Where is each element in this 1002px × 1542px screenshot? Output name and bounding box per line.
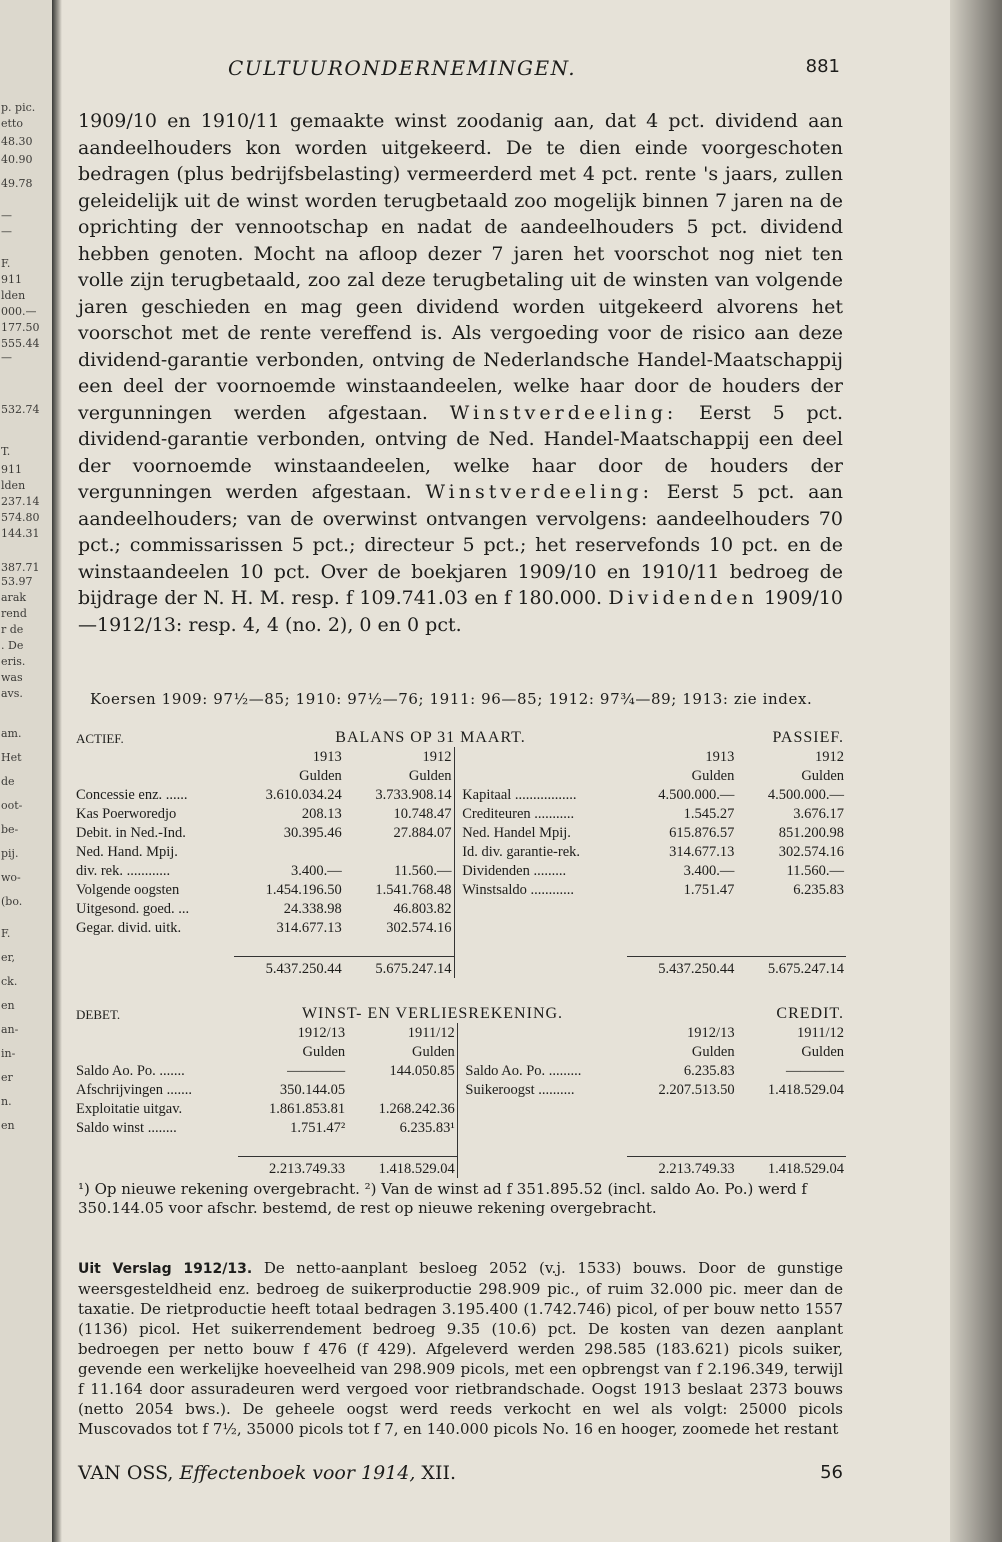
table-cell: 3.610.034.24 — [265, 787, 342, 803]
table-cell: 30.395.46 — [283, 825, 342, 841]
passief-label: PASSIEF. — [772, 729, 844, 746]
fragment-text: 574.80 — [1, 511, 40, 524]
fragment-text: er, — [1, 951, 16, 964]
running-title: CULTUURONDERNEMINGEN. — [228, 56, 577, 80]
fragment-text: was — [1, 671, 23, 684]
table-cell: 314.677.13 — [669, 844, 735, 860]
fragment-text: 532.74 — [1, 403, 40, 416]
fragment-text: en — [1, 999, 15, 1012]
winst-title: WINST- EN VERLIESREKENING. — [301, 1005, 564, 1022]
table-cell: 27.884.07 — [393, 825, 452, 841]
credit-label: CREDIT. — [776, 1005, 844, 1022]
fragment-text: n. — [1, 1095, 12, 1108]
actief-label: ACTIEF. — [76, 731, 124, 746]
fragment-text: — — [1, 209, 12, 222]
credit-total-2: 1.418.529.04 — [737, 1157, 846, 1179]
fragment-text: (bo. — [1, 895, 23, 908]
table-cell: Saldo Ao. Po. ......... — [465, 1063, 582, 1079]
fragment-text: lden — [1, 479, 26, 492]
binding-shadow — [52, 0, 62, 1542]
table-cell: Debit. in Ned.-Ind. — [76, 825, 186, 841]
table-cell: Ned. Hand. Mpij. — [76, 844, 178, 860]
table-cell: Concessie enz. ...... — [76, 787, 188, 803]
fragment-text: in- — [1, 1047, 16, 1060]
page-number: 881 — [805, 56, 840, 77]
debet-label: DEBET. — [76, 1007, 121, 1022]
table-cell: 615.876.57 — [669, 825, 735, 841]
table-cell: Dividenden ......... — [462, 863, 567, 879]
table-row — [74, 1118, 846, 1137]
credit-total-1: 2.213.749.33 — [627, 1157, 736, 1179]
paragraph-text: 1909/10 en 1910/11 gemaakte winst zoodanig aan, dat 4 pct. dividend aan aandeelhouders kon worden uitgekeerd. De te dien einde voorgeschoten bedragen (plus bedrijfsbelasting) vermeerderd met 4 pct. rente 's jaars, zullen geleidelijk uit de winst worden terugbetaald zoo mogelijk binnen 7 jaren na de oprichting der vennootschap en nadat de aandeelhouders 5 pct. dividend hebben genoten. Mocht na afloop dezer 7 jaren het voorschot nog niet ten volle zijn terugbetaald, zoo zal deze terugbetaling uit de winsten van volgende jaren geschieden en mag geen dividend worden uitgekeerd alvorens het voorschot met de rente vereffend is. Als vergoeding voor de risico aan deze dividend-garantie verbonden, ontving de Nederlandsche Handel-Maatschappij een deel der voornoemde winstaandeelen, welke haar door de houders der vergunningen werden afgestaan. Winstverdeeling: Eerst 5 pct. dividend-garantie verbonden, ontving de Ned. Handel-Maatschappij een deel der voornoemde winstaandeelen, welke haar door de houders der vergunningen werden afgestaan. Winstverdeeling: Eerst 5 pct. aan aandeelhouders; van de overwinst ontvangen vervolgens: aandeelhouders 70 pct.; commissarissen 5 pct.; directeur 5 pct.; het reservefonds 10 pct. en de winstaandeelen 10 pct. Over de boekjaren 1909/10 en 1910/11 bedroeg de bijdrage der N. H. M. resp. f 109.741.03 en f 180.000. Dividenden 1909/10—1912/13: resp. 4, 4 (no. 2), 0 en 0 pct. — [78, 110, 843, 636]
fragment-text: 49.78 — [1, 177, 33, 190]
table-cell: 6.235.83 — [793, 882, 844, 898]
table-cell: 851.200.98 — [778, 825, 844, 841]
fragment-text: T. — [1, 445, 11, 458]
table-cell: 1.545.27 — [683, 806, 735, 822]
table-cell: div. rek. ............ — [76, 863, 171, 879]
fragment-text: en — [1, 1119, 15, 1132]
table-row — [74, 804, 846, 823]
winstverdeeling-heading-1: Winstverdeeling: — [449, 401, 678, 424]
table-cell: 6.235.83 — [683, 1063, 735, 1079]
winst-total-1: 2.213.749.33 — [238, 1157, 347, 1179]
table-row — [74, 918, 846, 937]
fragment-text: F. — [1, 927, 11, 940]
fragment-text: be- — [1, 823, 19, 836]
fragment-text: 555.44 — [1, 337, 40, 350]
table-cell: Crediteuren ........... — [462, 806, 575, 822]
fragment-text: 000.— — [1, 305, 37, 318]
table-cell: 11.560.— — [786, 863, 844, 879]
fragment-text: 911 — [1, 273, 22, 286]
table-cell: Winstsaldo ............ — [462, 882, 574, 898]
fragment-text: F. — [1, 257, 11, 270]
table-cell: Kas Poerworedjo — [76, 806, 177, 822]
fragment-text: er — [1, 1071, 13, 1084]
book-page — [70, 0, 950, 1542]
table-row — [74, 880, 846, 899]
balans-total-passief-1912: 5.675.247.14 — [736, 957, 846, 979]
fragment-text: 40.90 — [1, 153, 33, 166]
fragment-text: — — [1, 351, 12, 364]
table-cell: 1.541.768.48 — [375, 882, 452, 898]
verslag-heading: Uit Verslag 1912/13. — [78, 1261, 253, 1277]
footer-citation: VAN OSS, Effectenboek voor 1914, XII. — [78, 1462, 456, 1484]
fragment-text: 53.97 — [1, 575, 33, 588]
fragment-text: 237.14 — [1, 495, 40, 508]
table-cell: 302.574.16 — [386, 920, 452, 936]
footer-sheet-number: 56 — [820, 1462, 843, 1483]
fragment-text: an- — [1, 1023, 19, 1036]
footnotes: ¹) Op nieuwe rekening overgebracht. ²) Van de winst ad f 351.895.52 (incl. saldo Ao. Po.) werd f 350.144.05 voor afschr. bestemd, de rest op nieuwe rekening overgebracht. — [78, 1180, 807, 1217]
winst-total-2: 1.418.529.04 — [347, 1157, 457, 1179]
table-cell: 1.751.47 — [683, 882, 735, 898]
body-paragraph — [78, 108, 843, 638]
fragment-text: Het — [1, 751, 22, 764]
table-cell — [344, 842, 454, 861]
koersen-line: Koersen 1909: 97½—85; 1910: 97½—76; 1911: 96—85; 1912: 97¾—89; 1913: zie index. — [90, 690, 813, 708]
verslag-paragraph — [78, 1258, 843, 1439]
right-page-edge — [950, 0, 1002, 1542]
fragment-text: r de — [1, 623, 24, 636]
table-cell: 3.676.17 — [793, 806, 844, 822]
fragment-text: rend — [1, 607, 27, 620]
table-cell — [234, 842, 344, 861]
balans-total-1913: 5.437.250.44 — [234, 957, 344, 979]
balans-total-1912: 5.675.247.14 — [344, 957, 454, 979]
table-row — [74, 899, 846, 918]
table-cell: 24.338.98 — [283, 901, 342, 917]
table-cell: 6.235.83¹ — [399, 1120, 455, 1136]
table-cell: 1.861.853.81 — [269, 1101, 346, 1117]
fragment-text: ck. — [1, 975, 18, 988]
table-cell: 314.677.13 — [276, 920, 342, 936]
table-cell: Afschrijvingen ....... — [76, 1082, 192, 1098]
fragment-text: de — [1, 775, 15, 788]
table-cell: 1.751.47² — [290, 1120, 346, 1136]
fragment-text: arak — [1, 591, 27, 604]
table-cell: 144.050.85 — [389, 1063, 455, 1079]
fragment-text: eris. — [1, 655, 26, 668]
winst-verlies-table: DEBET. WINST- EN VERLIESREKENING. CREDIT. 1912/13 1911/12 1912/13 1911/12 Gulden Gulden Gulden Gulden Saldo Ao. Po. ....... ———— 144.050.85 Saldo Ao. Po. ......... 6.235.83 ———— Afschrijvingen ....... 350.144.05 Suikeroogst .......... 2.207.513.50 1.418.529.04 Exploitatie uitgav. 1.861.853.81 1.268.242.36 Saldo winst ........ 1.751.47² 6.235.83¹ 2.213.749.33 1.418.529.04 2.213.749.33 1.418.529.04 — [76, 1005, 844, 1177]
fragment-text: 48.30 — [1, 135, 33, 148]
fragment-text: 911 — [1, 463, 22, 476]
table-row — [74, 823, 846, 842]
table-row — [74, 842, 846, 861]
table-cell: 1.418.529.04 — [767, 1082, 844, 1098]
fragment-text: etto — [1, 117, 23, 130]
table-cell: Suikeroogst .......... — [465, 1082, 575, 1098]
table-cell: Saldo Ao. Po. ....... — [76, 1063, 185, 1079]
table-cell: 4.500.000.— — [767, 787, 844, 803]
table-cell: 10.748.47 — [393, 806, 452, 822]
fragment-text: 177.50 — [1, 321, 40, 334]
fragment-text: 144.31 — [1, 527, 40, 540]
fragment-text: 387.71 — [1, 561, 40, 574]
fragment-text: p. pic. — [1, 101, 36, 114]
table-cell: Exploitatie uitgav. — [76, 1101, 183, 1117]
table-cell: Uitgesond. goed. ... — [76, 901, 190, 917]
fragment-text: pij. — [1, 847, 19, 860]
balans-table: ACTIEF. BALANS OP 31 MAART. PASSIEF. 1913 1912 1913 1912 Gulden Gulden Gulden Gulden Concessie enz. ...... 3.610.034.24 3.733.908.14 Kapitaal ................. 4.500.000.— 4.500.000.— Kas Poerworedjo 208.13 10.748.47 Crediteuren ........... 1.545.27 3.676.17 Debit. in Ned.-Ind. 30.395.46 27.884.07 Ned. Handel Mpij. 615.876.57 851.200.98 Ned. Hand. Mpij. Id. div. garantie-rek. 314.677.13 302.574.16 div. rek. ............ 3.400.— 11.560.— Dividenden ......... 3.400.— 11.560.— Volgende oogsten 1.454.196.50 1.541.768.48 Winstsaldo ............ 1.751.47 6.235.83 Uitgesond. goed. ... 24.338.98 46.803.82 Gegar. divid. uitk. 314.677.13 302.574.16 5.437.250.44 5.675.247.14 5.437.250.44 5.675.247.14 — [76, 729, 844, 977]
table-cell: Gegar. divid. uitk. — [76, 920, 182, 936]
table-cell: Ned. Handel Mpij. — [462, 825, 571, 841]
verslag-text: De netto-aanplant besloeg 2052 (v.j. 1533) bouws. Door de gunstige weersgesteldheid enz. bedroeg de suikerproductie 298.909 pic., of ruim 32.000 pic. meer dan de taxatie. De rietproductie heeft totaal bedragen 3.195.400 (1.742.746) picol, of per bouw netto 1557 (1136) picol. Het suikerrendement bedroeg 9.35 (10.6) pct. De kosten van dezen aanplant bedroegen per netto bouw f 476 (f 429). Afgeleverd werden 298.585 (183.621) picols suiker, gevende een werkelijke hoeveelheid van 298.909 picols, met een opbrengst van f 2.196.349, terwijl f 11.164 door assuradeuren werd vergoed voor rietbrandschade. Oogst 1913 beslaat 2373 bouws (netto 2054 bws.). De geheele oogst werd reeds verkocht en wel als volgt: 25000 picols Muscovados tot f 7½, 35000 picols tot f 7, en 140.000 picols No. 16 en hooger, zoomede het restant — [78, 1259, 843, 1438]
balans-total-passief-1913: 5.437.250.44 — [627, 957, 737, 979]
table-cell: ———— — [786, 1063, 844, 1079]
table-row — [74, 1061, 846, 1080]
table-cell: Saldo winst ........ — [76, 1120, 177, 1136]
table-cell: 3.400.— — [683, 863, 735, 879]
fragment-text: — — [1, 225, 12, 238]
table-cell: 11.560.— — [394, 863, 452, 879]
table-row — [74, 785, 846, 804]
table-row — [74, 861, 846, 880]
fragment-text: lden — [1, 289, 26, 302]
dividenden-heading: Dividenden — [608, 587, 758, 609]
adjacent-page-fragments — [0, 0, 52, 1542]
table-row — [74, 1080, 846, 1099]
fragment-text: . De — [1, 639, 24, 652]
table-cell: 1.454.196.50 — [265, 882, 342, 898]
table-cell: ———— — [287, 1063, 346, 1079]
table-cell: Kapitaal ................. — [462, 787, 577, 803]
table-cell: 350.144.05 — [279, 1082, 346, 1098]
table-cell: Volgende oogsten — [76, 882, 180, 898]
table-cell: 3.400.— — [291, 863, 342, 879]
table-cell: 208.13 — [301, 806, 342, 822]
fragment-text: avs. — [1, 687, 23, 700]
table-cell — [347, 1080, 457, 1099]
table-row — [74, 1099, 846, 1118]
winstverdeeling-heading-2: Winstverdeeling: — [425, 481, 653, 503]
table-cell: Id. div. garantie-rek. — [462, 844, 581, 860]
balans-title: BALANS OP 31 MAART. — [335, 729, 526, 746]
table-cell: 4.500.000.— — [658, 787, 735, 803]
fragment-text: oot- — [1, 799, 23, 812]
table-cell: 2.207.513.50 — [658, 1082, 735, 1098]
fragment-text: am. — [1, 727, 22, 740]
table-cell: 1.268.242.36 — [378, 1101, 455, 1117]
table-cell: 3.733.908.14 — [375, 787, 452, 803]
table-cell: 302.574.16 — [778, 844, 844, 860]
page-footer — [78, 1462, 843, 1488]
fragment-text: wo- — [1, 871, 21, 884]
table-cell: 46.803.82 — [393, 901, 452, 917]
page-header — [70, 56, 840, 84]
